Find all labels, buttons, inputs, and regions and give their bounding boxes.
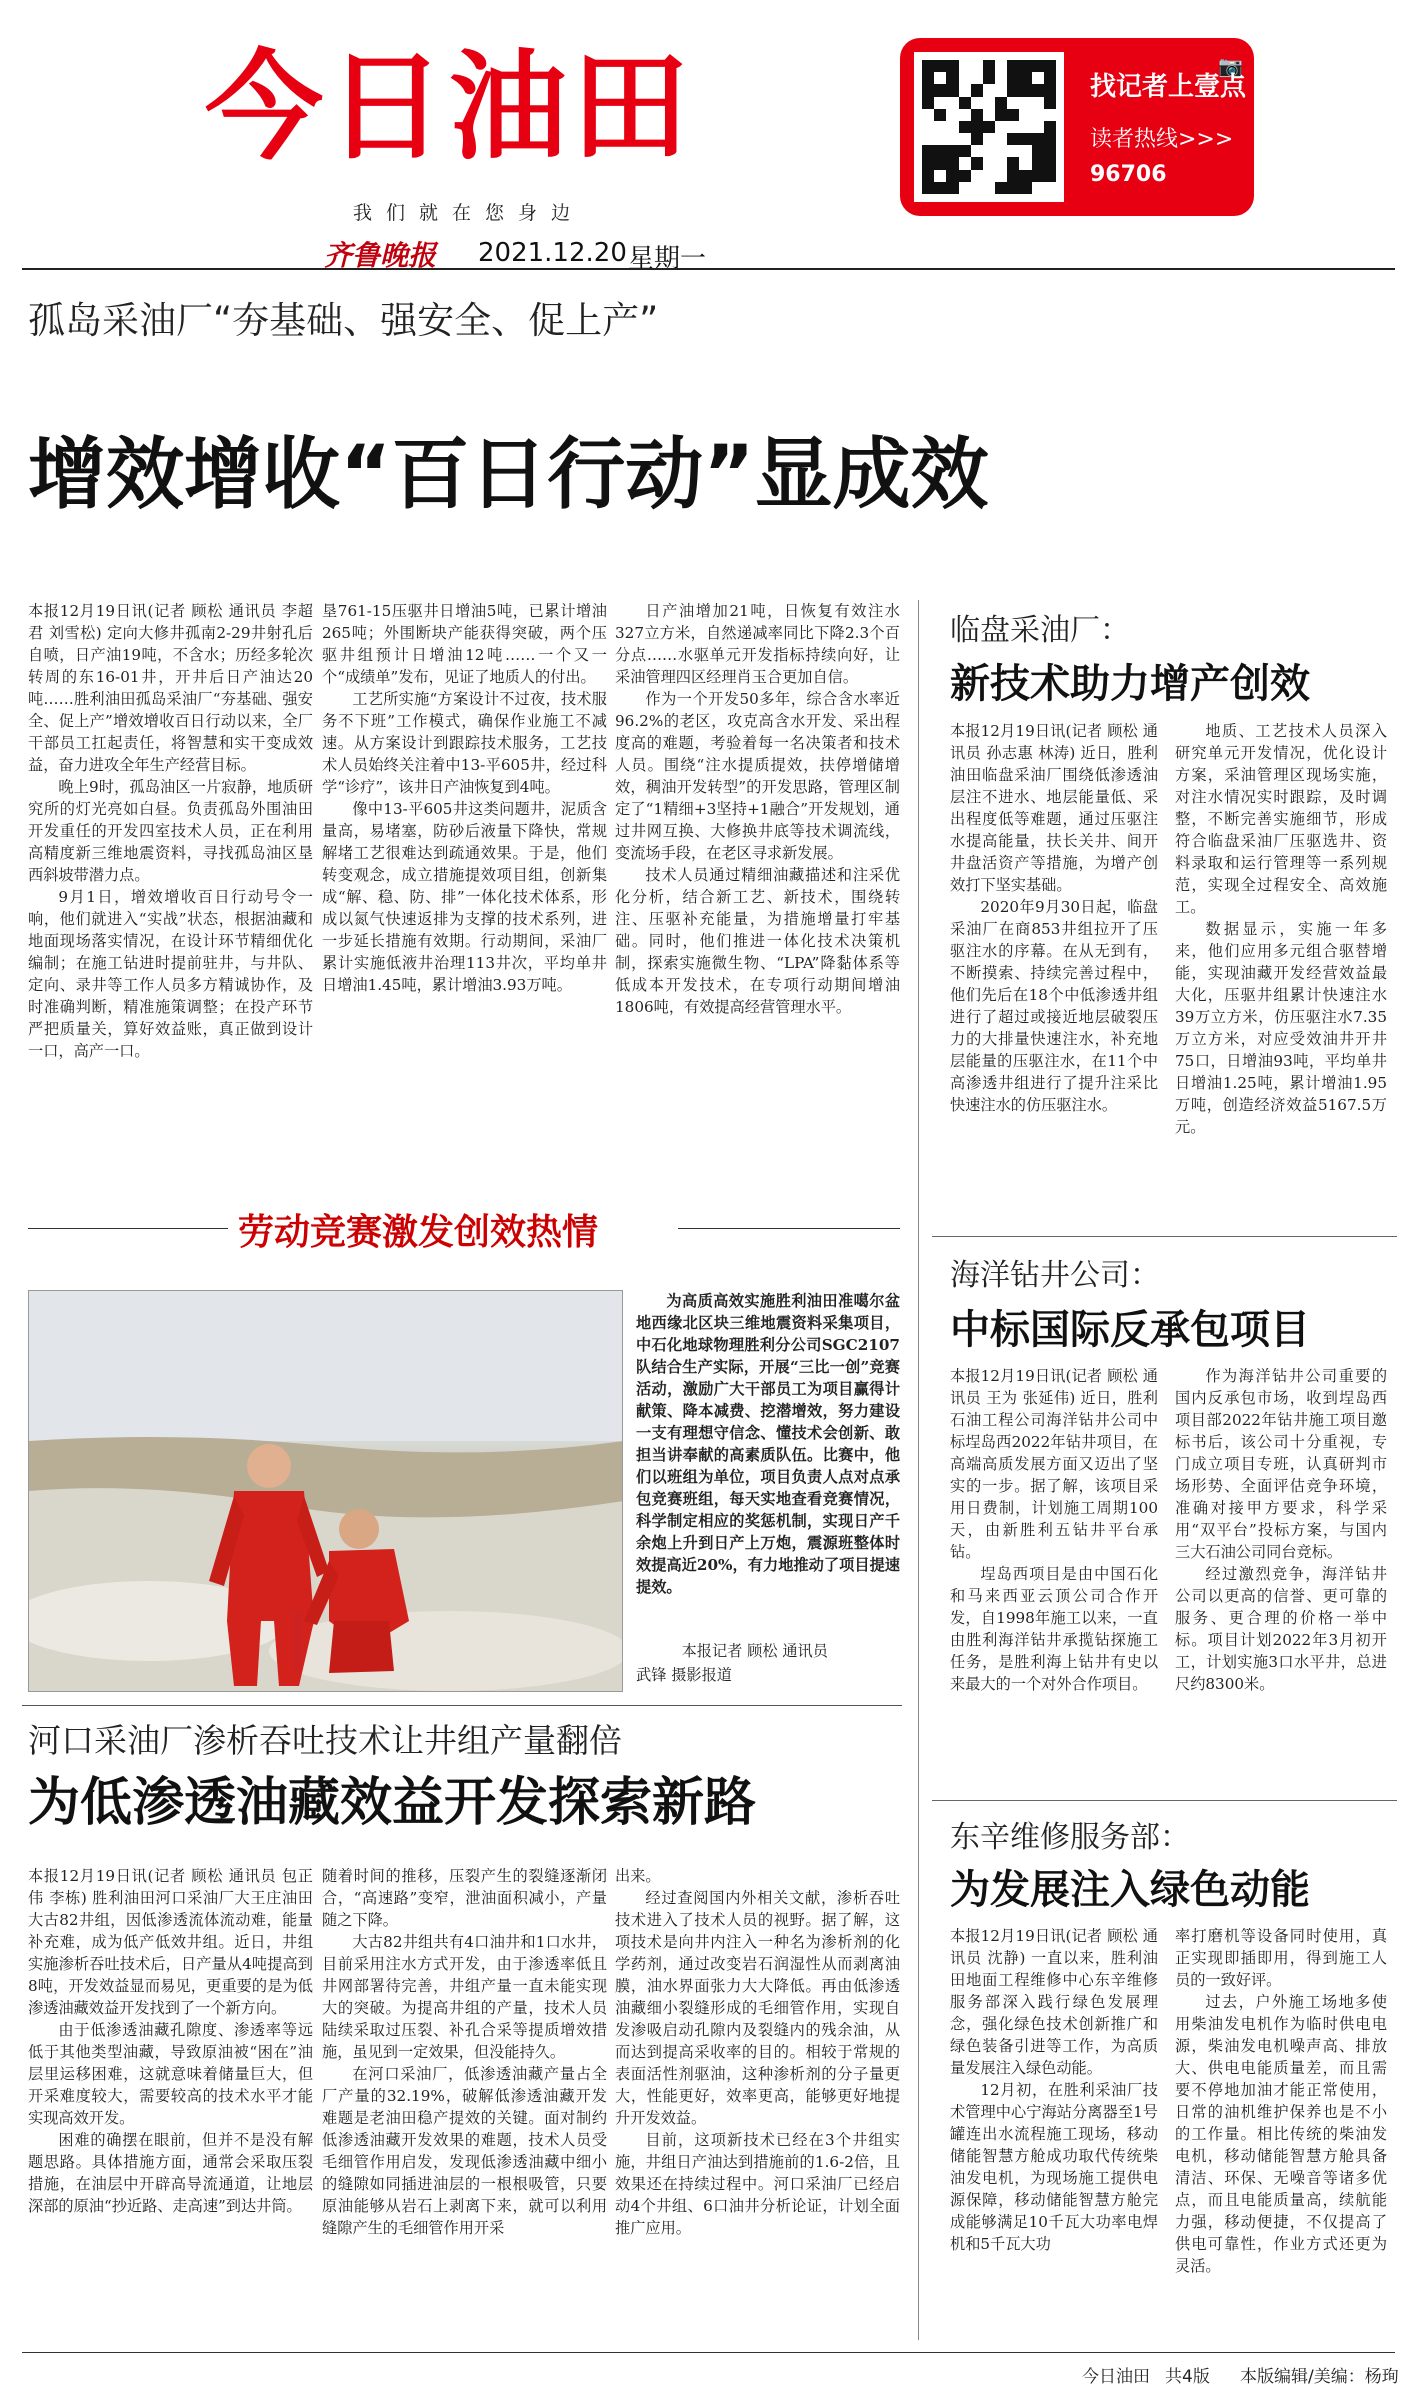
paragraph: 日产油增加21吨，日恢复有效注水327立方米，自然递减率同比下降2.3个百分点……水驱单元开发指标持续向好，让采油管理四区经理肖玉合更加自信。 (615, 602, 900, 686)
footer-pages: 共4版 (1165, 2367, 1210, 2387)
story2-column-2 (322, 1865, 607, 2343)
right-divider-2 (932, 1800, 1397, 1801)
hotline-label: 读者热线>>> (1090, 127, 1234, 152)
hotline-box (900, 38, 1254, 216)
paragraph: 晚上9时，孤岛油区一片寂静，地质研究所的灯光亮如白昼。负责孤岛外围油田开发重任的开发四室技术人员，正在利用高精度新三维地震资料，寻找孤岛油区垦西斜坡带潜力点。 (28, 778, 313, 884)
paragraph: 本报12月19日讯(记者 顾松 通讯员 沈静) 一直以来，胜利油田地面工程维修中心东辛维修服务部深入践行绿色发展理念，强化绿色技术创新推广和绿色装备引进等工作，为高质量发展注入绿色动能。 (950, 1927, 1158, 2077)
hotline-number[interactable]: 96706 (1090, 162, 1167, 187)
camera-icon: 📷 (1218, 54, 1243, 78)
right2-kicker: 海洋钻井公司： (950, 1258, 1160, 1293)
right1-column-1 (950, 720, 1158, 1225)
paragraph: 2020年9月30日起，临盘采油厂在商853井组拉开了压驱注水的序幕。在从无到有，不断摸索、持续完善过程中，他们先后在18个中低渗透井组进行了超过或接近地层破裂压力的大排量快速注水，补充地层能量的压驱注水，在11个中高渗透井组进行了提升注采比快速注水的仿压驱注水。 (950, 898, 1158, 1114)
story2-kicker: 河口采油厂渗析吞吐技术让井组产量翻倍 (28, 1721, 622, 1760)
paragraph: 经过激烈竞争，海洋钻井公司以更高的信誉、更可靠的服务、更合理的价格一举中标。项目计划2022年3月初开工，计划实施3口水平井，总进尺约8300米。 (1175, 1565, 1387, 1693)
photo-section-title: 劳动竞赛激发创效热情 (238, 1212, 599, 1253)
photo-credit-1: 本报记者 顾松 通讯员 (681, 1642, 828, 1660)
paragraph: 技术人员通过精细油藏描述和注采优化分析，结合新工艺、新技术，围绕转注、压驱补充能量，为措施增量打牢基础。同时，他们推进一体化技术决策机制，探索实施微生物、“LPA”降黏体系等低成本开发技术，在专项行动期间增油1806吨，有效提高经营管理水平。 (615, 866, 900, 1016)
paragraph: 本报12月19日讯(记者 顾松 通讯员 王为 张延伟) 近日，胜利石油工程公司海洋钻井公司中标埕岛西2022年钻井项目，在高端高质发展方面又迈出了坚实的一步。据了解，该项目采用日费制，计划施工周期100天，由新胜利五钻井平台承钻。 (950, 1367, 1158, 1561)
right2-headline: 中标国际反承包项目 (950, 1307, 1310, 1353)
footer-rule (22, 2352, 1395, 2353)
paragraph: 数据显示，实施一年多来，他们应用多元组合驱替增能，实现油藏开发经营效益最大化，压驱井组累计快速注水39万立方米，仿压驱注水7.35万立方米，对应受效油井开井75口，日增油93吨，平均单井日增油1.25吨，累计增油1.95万吨，创造经济效益5167.5万元。 (1175, 920, 1387, 1136)
paragraph: 由于低渗透油藏孔隙度、渗透率等远低于其他类型油藏，导致原油被“困在”油层里运移困难，这就意味着储量巨大，但开采难度较大，需要较高的技术水平才能实现高效开发。 (28, 2021, 313, 2127)
story1-column-3 (615, 600, 900, 1180)
story1-column-1 (28, 600, 313, 1180)
paragraph: 困难的确摆在眼前，但并不是没有解题思路。具体措施方面，通常会采取压裂措施，在油层中开辟高导流通道，让地层深部的原油“抄近路、走高速”到达井筒。 (28, 2131, 313, 2215)
workers-photo (28, 1290, 623, 1692)
column-divider (918, 600, 919, 2340)
story2-column-1 (28, 1865, 313, 2343)
paragraph: 本报12月19日讯(记者 顾松 通讯员 李超君 刘雪松) 定向大修井孤南2-29井射孔后自喷，日产油19吨，不含水；历经多轮次转周的东16-01井，开井后日产油达20吨……胜利油田孤岛采油厂“夯基础、强安全、促上产”增效增收百日行动以来，全厂干部员工扛起责任，将智慧和实干变成效益，奋力进攻全年生产经营目标。 (28, 602, 313, 774)
workers-illustration (29, 1291, 623, 1692)
paragraph: 经过查阅国内外相关文献，渗析吞吐技术进入了技术人员的视野。据了解，这项技术是向井内注入一种名为渗析剂的化学药剂，通过改变岩石润湿性从而剥离油膜，油水界面张力大大降低。再由低渗透油藏细小裂缝形成的毛细管作用，实现自发渗吸启动孔隙内及裂缝内的残余油，从而达到提高采收率的目的。相较于常规的表面活性剂驱油，这种渗析剂的分子量更大，性能更好，效率更高，能够更好地提升开发效益。 (615, 1889, 900, 2127)
section-rule-right (678, 1228, 900, 1229)
footer-editor: 本版编辑/美编：杨珣 (1240, 2367, 1399, 2387)
hotline-title: 找记者上壹点 (1090, 72, 1247, 102)
right1-kicker: 临盘采油厂： (950, 613, 1130, 648)
qr-code-icon[interactable] (914, 52, 1064, 202)
paragraph: 埕岛西项目是由中国石化和马来西亚云顶公司合作开发，自1998年施工以来，一直由胜利海洋钻井承揽钻探施工任务，是胜利海上钻井有史以来最大的一个对外合作项目。 (950, 1565, 1158, 1693)
right2-column-1 (950, 1365, 1158, 1795)
paragraph: 地质、工艺技术人员深入研究单元开发情况，优化设计方案，采油管理区现场实施，对注水情况实时跟踪，及时调整，不断完善实施细节，形成符合临盘采油厂压驱选井、资料录取和运行管理等一系列规范，实现全过程安全、高效施工。 (1175, 722, 1387, 916)
section-divider (22, 1705, 902, 1706)
paragraph: 本报12月19日讯(记者 顾松 通讯员 孙志惠 林涛) 近日，胜利油田临盘采油厂围绕低渗透油层注不进水、地层能量低、采出程度低等难题，通过压驱注水提高能量，扶长关井、间开井盘活资产等措施，为增产创效打下坚实基础。 (950, 722, 1158, 894)
issue-weekday: 星期一 (628, 244, 707, 274)
paragraph: 作为一个开发50多年，综合含水率近96.2%的老区，攻克高含水开发、采出程度高的难题，考验着每一名决策者和技术人员。围绕“注水提质提效，扶停增储增效，稠油开发转型”的开发思路，管理区制定了“1精细+3坚持+1融合”开发规划，通过井网互换、大修换井底等技术调流线，变流场手段，在老区寻求新发展。 (615, 690, 900, 862)
paragraph: 本报12月19日讯(记者 顾松 通讯员 包正伟 李栋) 胜利油田河口采油厂大王庄油田大古82井组，因低渗透流体流动难，能量补充难，成为低产低效井组。近日，井组实施渗析吞吐技术后，日产量从4吨提高到8吨，开发效益显而易见，更重要的是为低渗透油藏效益开发找到了一个新方向。 (28, 1867, 313, 2017)
paragraph: 在河口采油厂，低渗透油藏产量占全厂产量的32.19%，破解低渗透油藏开发难题是老油田稳产提效的关键。面对制约低渗透油藏开发效果的难题，技术人员受毛细管作用启发，发现低渗透油藏中细小的缝隙如同插进油层的一根根吸管，只要原油能够从岩石上剥离下来，就可以利用缝隙产生的毛细管作用开采 (322, 2065, 607, 2237)
paragraph: 12月初，在胜利采油厂技术管理中心宁海站分离器至1号罐连出水流程施工现场，移动储能智慧方舱成功取代传统柴油发电机，为现场施工提供电源保障，移动储能智慧方舱完成能够满足10千瓦大功率电焊机和5千瓦大功 (950, 2081, 1158, 2253)
photo-credit-2: 武锋 摄影报道 (636, 1666, 732, 1684)
right2-column-2 (1175, 1365, 1387, 1795)
right3-headline: 为发展注入绿色动能 (950, 1867, 1310, 1913)
paragraph: 随着时间的推移，压裂产生的裂缝逐渐闭合，“高速路”变窄，泄油面积减小，产量随之下降。 (322, 1867, 607, 1929)
section-rule-left (28, 1228, 228, 1229)
paragraph: 目前，这项新技术已经在3个井组实施，井组日产油达到措施前的1.6-2倍，且效果还在持续过程中。河口采油厂已经启动4个井组、6口油井分析论证，计划全面推广应用。 (615, 2131, 900, 2237)
paragraph: 过去，户外施工场地多使用柴油发电机作为临时供电电源，柴油发电机噪声高、排放大、供电电能质量差，而且需要不停地加油才能正常使用，日常的油机维护保养也是不小的工作量。相比传统的柴油发电机，移动储能智慧方舱具备清洁、环保、无噪音等诸多优点，而且电能质量高，续航能力强，移动便捷，不仅提高了供电可靠性，作业方式还更为灵活。 (1175, 1993, 1387, 2275)
paragraph: 9月1日，增效增收百日行动号令一响，他们就进入“实战”状态，根据油藏和地面现场落实情况，在设计环节精细优化编制；在施工钻进时提前驻井，与井队、定向、录井等工作人员多方精诚协作，及时准确判断，精准施策调整；在投产环节严把质量关，算好效益账，真正做到设计一口，高产一口。 (28, 888, 313, 1060)
masthead-title: 今日油田 (205, 38, 694, 176)
right3-column-1 (950, 1925, 1158, 2343)
footer-section: 今日油田 (1082, 2367, 1150, 2387)
story2-headline: 为低渗透油藏效益开发探索新路 (28, 1773, 757, 1833)
masthead-divider (22, 268, 1395, 270)
paragraph: 作为海洋钻井公司重要的国内反承包市场，收到埕岛西项目部2022年钻井施工项目邀标书后，该公司十分重视，专门成立项目专班，认真研判市场形势、全面评估竞争环境，准确对接甲方要求，科学采用“双平台”投标方案，与国内三大石油公司同台竞标。 (1175, 1367, 1387, 1561)
caption-text: 为高质高效实施胜利油田准噶尔盆地西缘北区块三维地震资料采集项目，中石化地球物理胜利分公司SGC2107队结合生产实际，开展“三比一创”竞赛活动，激励广大干部员工为项目赢得计献策、降本减费、挖潜增效，努力建设一支有理想守信念、懂技术会创新、敢担当讲奉献的高素质队伍。比赛中，他们以班组为单位，项目负责人点对点承包竞赛班组，每天实地查看竞赛情况，科学制定相应的奖惩机制，实现日产千余炮上升到日产上万炮，震源班整体时效提高近20%，有力地推动了项目提速提效。 (636, 1292, 900, 1596)
right-divider-1 (932, 1236, 1397, 1237)
story1-kicker: 孤岛采油厂“夯基础、强安全、促上产” (28, 299, 659, 342)
story1-headline: 增效增收“百日行动”显成效 (28, 430, 989, 520)
right1-column-2 (1175, 720, 1387, 1225)
right3-kicker: 东辛维修服务部： (950, 1820, 1190, 1855)
story1-column-2 (322, 600, 607, 1180)
paragraph: 率打磨机等设备同时使用，真正实现即插即用，得到施工人员的一致好评。 (1175, 1927, 1387, 1989)
story2-column-3 (615, 1865, 900, 2343)
paragraph: 垦761-15压驱井日增油5吨，已累计增油265吨；外围断块产能获得突破，两个压驱井组预计日增油12吨……一个又一个“成绩单”发布，见证了地质人的付出。 (322, 602, 607, 686)
paragraph: 出来。 (615, 1867, 661, 1885)
right3-column-2 (1175, 1925, 1387, 2343)
issue-date: 2021.12.20 (478, 238, 627, 268)
paragraph: 大古82井组共有4口油井和1口水井，目前采用注水方式开发，由于渗透率低且井网部署待完善，井组产量一直未能实现大的突破。为提高井组的产量，技术人员陆续采取过压裂、补孔合采等提质增效措施，虽见到一定效果，但没能持久。 (322, 1933, 607, 2061)
paragraph: 工艺所实施“方案设计不过夜，技术服务不下班”工作模式，确保作业施工不减速。从方案设计到跟踪技术服务，工艺技术人员始终关注着中13-平605井，经过科学“诊疗”，该井日产油恢复到4吨。 (322, 690, 607, 796)
photo-caption (636, 1290, 900, 1635)
paper-logo: 齐鲁晚报 (324, 239, 437, 272)
paragraph: 像中13-平605井这类问题井，泥质含量高，易堵塞，防砂后液量下降快，常规解堵工艺很难达到疏通效果。于是，他们转变观念，成立措施提效项目组，创新集成“解、稳、防、排”一体化技术体系，形成以氮气快速返排为支撑的技术系列，进一步延长措施有效期。行动期间，采油厂累计实施低液井治理113井次，平均单井日增油1.45吨，累计增油3.93万吨。 (322, 800, 607, 994)
masthead-slogan: 我们就在您身边 (353, 202, 585, 224)
right1-headline: 新技术助力增产创效 (950, 661, 1310, 707)
